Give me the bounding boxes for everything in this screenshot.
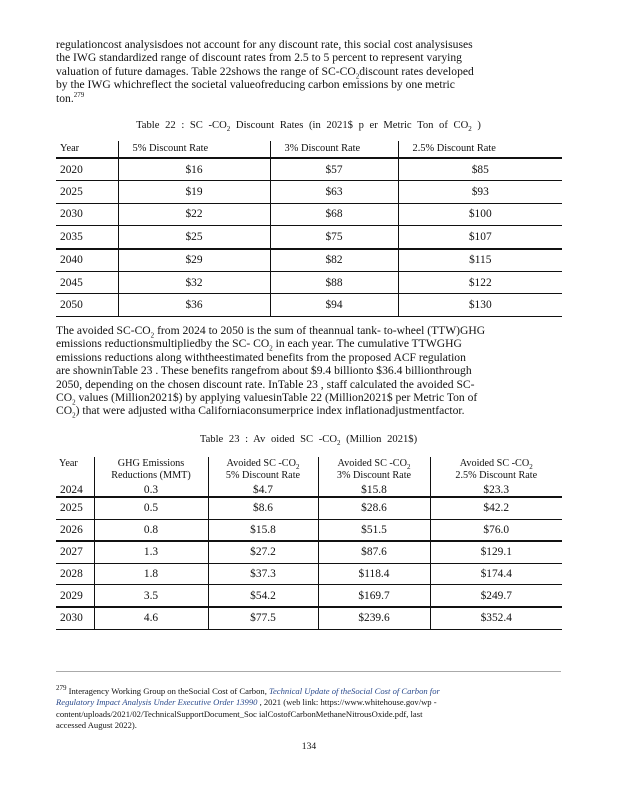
table-cell: 2024 <box>56 481 94 497</box>
table-cell: 2025 <box>56 181 118 203</box>
table-cell: 2029 <box>56 585 94 607</box>
text-line: ton.$^{279}$ <box>56 90 85 105</box>
text-line: valuation of future damages. Table 22shows the range of $SC-CO_2discount$ rates developed <box>56 64 474 81</box>
column-header: Avoided SC $-CO_2$ 5% Discount Rate <box>208 457 318 481</box>
column-header: 3% Discount Rate <box>270 141 398 158</box>
table-cell: $68 <box>270 203 398 225</box>
table-cell: 2050 <box>56 294 118 316</box>
text-line: $CO_2$) that were adjusted witha Californiaconsumerprice index inflationadjustmentfactor. <box>56 404 465 420</box>
table-cell: $4.7 <box>208 481 318 497</box>
table-row <box>56 249 562 272</box>
table-row <box>56 519 562 541</box>
table-cell: $115 <box>398 249 562 272</box>
table-23-avoided-sc-co2 <box>56 457 562 630</box>
footnote-divider <box>56 671 561 672</box>
table-cell: 1.8 <box>94 563 208 585</box>
table-cell: 0.3 <box>94 481 208 497</box>
table-cell: 2030 <box>56 203 118 225</box>
table-cell: $15.8 <box>208 519 318 541</box>
table-row <box>56 481 562 497</box>
table-cell: $93 <box>398 181 562 203</box>
footnote-line: accessed August 2022). <box>56 720 137 731</box>
column-header: Year <box>56 141 118 158</box>
table-cell: $16 <box>118 158 270 181</box>
footnote-line: $^{279}$ Interagency Working Group on theSocial Cost of Carbon, Technical Update of theSocial Cost of Carbon for <box>56 684 440 696</box>
table-cell: $8.6 <box>208 497 318 519</box>
text-line: $CO_2$ values (Million2021$) by applying valuesinTable 22 (Million2021$ per Metric Ton of <box>56 391 478 407</box>
table-cell: 4.6 <box>94 607 208 629</box>
table-cell: 2020 <box>56 158 118 181</box>
column-header: GHG Emissions Reductions (MMT) <box>94 457 208 481</box>
table-cell: 2027 <box>56 541 94 563</box>
table-cell: $37.3 <box>208 563 318 585</box>
table-cell: $51.5 <box>318 519 430 541</box>
footnote-reference[interactable]: 279 <box>73 90 85 99</box>
table-cell: $118.4 <box>318 563 430 585</box>
table-cell: $130 <box>398 294 562 316</box>
table-cell: $85 <box>398 158 562 181</box>
column-header: Avoided SC $-CO_2$ 2.5% Discount Rate <box>455 458 538 481</box>
table-cell: $25 <box>118 226 270 249</box>
table-cell: $87.6 <box>318 541 430 563</box>
table-cell: 0.5 <box>94 497 208 519</box>
table-cell: $76.0 <box>430 519 562 541</box>
table-cell: $94 <box>270 294 398 316</box>
table-cell: 2028 <box>56 563 94 585</box>
table-cell: 0.8 <box>94 519 208 541</box>
table-cell: $107 <box>398 226 562 249</box>
table-cell: $19 <box>118 181 270 203</box>
text-line: emissions reductions along withtheestimated benefits from the proposed ACF regulation <box>56 350 466 364</box>
table-row <box>56 271 562 293</box>
table-cell: $174.4 <box>430 563 562 585</box>
table-22-caption: Table 22 : SC $-CO_2$ Discount Rates (in 2021$ p er Metric Ton of $CO_2$ ) <box>136 120 481 134</box>
text-line: are showninTable 23 . These benefits rangefrom about $9.4 billionto $36.4 billionthrough <box>56 364 472 378</box>
column-header: 5% Discount Rate <box>118 141 270 158</box>
table-cell: $57 <box>270 158 398 181</box>
table-cell: $239.6 <box>318 607 430 629</box>
text-line: emissions reductionsmultipliedby the SC- $CO_2$ in each year. The cumulative TTWGHG <box>56 337 462 353</box>
column-header: Avoided SC $-CO_2$ 3% Discount Rate <box>318 457 430 481</box>
table-row <box>56 563 562 585</box>
table-cell: 2040 <box>56 249 118 272</box>
table-cell: 2035 <box>56 226 118 249</box>
text-line: The avoided $SC-CO_2$ from 2024 to 2050 is the sum of theannual tank- to-wheel (TTW)GHG <box>56 324 486 340</box>
table-cell: 2045 <box>56 271 118 293</box>
table-cell: $42.2 <box>430 497 562 519</box>
text-line: the IWG standardized range of discount rates from 2.5 to 5 percent to represent varying <box>56 51 462 65</box>
table-cell: $100 <box>398 203 562 225</box>
footnote-line: content/uploads/2021/02/TechnicalSupportDocument_Soc ialCostofCarbonMethaneNitrousOxide.pdf, last <box>56 708 423 719</box>
table-cell: $32 <box>118 271 270 293</box>
table-cell: $122 <box>398 271 562 293</box>
table-row <box>56 294 562 316</box>
footnote-line: Regulatory Impact Analysis Under Executive Order 13990 , 2021 (web link: https://www.whitehouse.gov/wp - <box>56 697 437 708</box>
table-22-discount-rates <box>56 141 562 317</box>
table-23-caption: Table 23 : Av oided SC $-CO_2$ (Million 2021$) <box>199 434 418 448</box>
page-number: 134 <box>301 741 317 752</box>
table-cell: 2030 <box>56 607 94 629</box>
table-cell: $63 <box>270 181 398 203</box>
table-cell: $27.2 <box>208 541 318 563</box>
table-cell: $23.3 <box>430 481 562 497</box>
table-cell: $82 <box>270 249 398 272</box>
text-line: 2050, depending on the chosen discount rate. InTable 23 , staff calculated the avoided SC- <box>56 377 475 391</box>
table-cell: $22 <box>118 203 270 225</box>
table-row <box>56 541 562 563</box>
column-header: 2.5% Discount Rate <box>398 141 562 158</box>
text-line: regulationcost analysisdoes not account for any discount rate, this social cost analysisuses <box>56 38 473 51</box>
table-cell: $54.2 <box>208 585 318 607</box>
table-row <box>56 607 562 629</box>
footnote-number: 279 <box>56 684 67 693</box>
table-cell: $88 <box>270 271 398 293</box>
table-cell: 3.5 <box>94 585 208 607</box>
table-cell: $15.8 <box>318 481 430 497</box>
table-cell: 2025 <box>56 497 94 519</box>
table-cell: $249.7 <box>430 585 562 607</box>
table-cell: 2026 <box>56 519 94 541</box>
footnote-279 <box>56 686 561 732</box>
table-cell: 1.3 <box>94 541 208 563</box>
table-row <box>56 497 562 519</box>
table-row <box>56 181 562 203</box>
text-line: by the IWG whichreflect the societal valueofreducing carbon emissions by one metric <box>56 78 455 92</box>
footnote-link-title[interactable]: Regulatory Impact Analysis Under Executive Order 13990 <box>56 697 260 708</box>
table-row <box>56 226 562 249</box>
column-header: Year <box>56 457 94 481</box>
table-row <box>56 203 562 225</box>
table-cell: $75 <box>270 226 398 249</box>
intro-paragraph <box>56 38 561 105</box>
footnote-link-title[interactable]: Technical Update of theSocial Cost of Carbon for <box>269 686 440 696</box>
table-cell: $169.7 <box>318 585 430 607</box>
avoided-sc-co2-paragraph <box>56 324 561 418</box>
table-cell: $36 <box>118 294 270 316</box>
table-cell: $352.4 <box>430 607 562 629</box>
table-cell: $29 <box>118 249 270 272</box>
table-row <box>56 585 562 607</box>
table-cell: $129.1 <box>430 541 562 563</box>
table-cell: $28.6 <box>318 497 430 519</box>
table-row <box>56 158 562 181</box>
table-cell: $77.5 <box>208 607 318 629</box>
